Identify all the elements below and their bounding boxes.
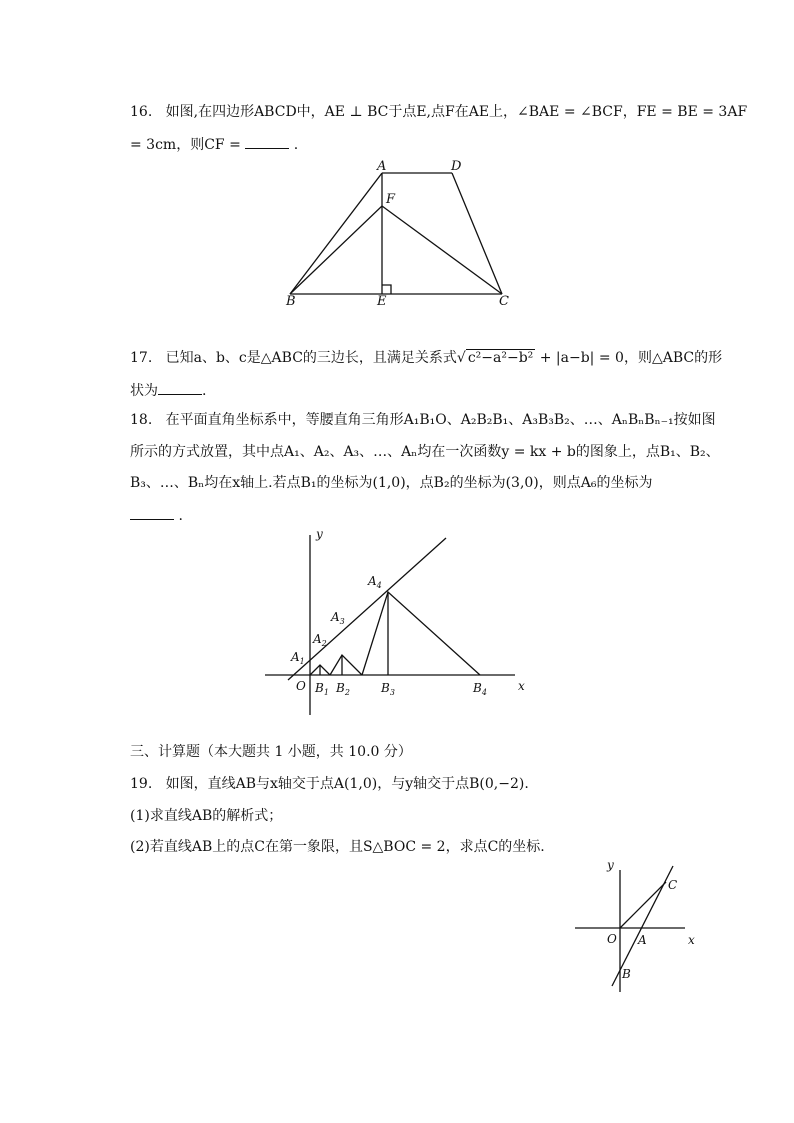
q18-text-4-end: . [178, 508, 183, 524]
q17-text-1-end: + |a−b| = 0，则△ABC的形 [539, 350, 723, 366]
q16-text-2-end: . [293, 137, 299, 153]
q18-line4 [130, 505, 183, 526]
q19-label-A: A [638, 933, 647, 947]
q17-number: 17. [130, 350, 153, 366]
q18-answer-blank[interactable] [130, 505, 174, 520]
q18-number: 18. [130, 412, 153, 428]
q17-text-1: 已知a、b、c是△ABC的三边长，且满足关系式 [165, 350, 457, 366]
q16-text-1: 如图,在四边形ABCD中，AE ⊥ BC于点E,点F在AE上，∠BAE = ∠BCF，FE = BE = 3AF [165, 104, 748, 120]
q18-label-B3: $B_3$ [381, 681, 395, 697]
q18-label-B4: $B_4$ [473, 681, 487, 697]
q18-line1 [130, 410, 716, 430]
q17-text-2: 状为 [130, 383, 158, 399]
q16-label-B: B [286, 294, 296, 309]
q19-number: 19. [130, 776, 153, 792]
q16-label-F: F [386, 192, 396, 207]
q16-text-2: = 3cm，则CF = [130, 137, 241, 153]
q19-text-3: (2)若直线AB上的点C在第一象限，且S△BOC = 2，求点C的坐标. [130, 839, 545, 855]
q19-line3 [130, 837, 545, 857]
q16-line2 [130, 134, 298, 155]
q16-number: 16. [130, 104, 153, 120]
q16-label-A: A [377, 159, 387, 174]
q17-text-2-end: . [202, 383, 207, 399]
q18-line2 [130, 442, 720, 462]
q18-label-y: y [316, 527, 323, 541]
q19-line1 [130, 774, 529, 794]
q16-label-E: E [377, 294, 387, 309]
q18-label-A3: $A_3$ [331, 610, 345, 626]
q18-text-2: 所示的方式放置，其中点A₁、A₂、A₃、…、Aₙ均在一次函数y = kx + b的图象上，点B₁、B₂、 [130, 444, 720, 460]
section-3-heading: 三、计算题（本大题共 1 小题，共 10.0 分） [130, 744, 412, 760]
q18-label-B1: $B_1$ [315, 681, 329, 697]
q19-label-O: O [607, 932, 617, 946]
q18-label-A2: $A_2$ [313, 632, 327, 648]
q18-label-A4: $A_4$ [368, 574, 382, 590]
q16-label-D: D [451, 159, 462, 174]
q18-label-B2: $B_2$ [336, 681, 350, 697]
q18-label-A1: $A_1$ [291, 650, 305, 666]
q19-label-x: x [688, 933, 695, 947]
q19-text-1: 如图，直线AB与x轴交于点A(1,0)，与y轴交于点B(0,−2). [165, 776, 529, 792]
q18-label-O: O [296, 679, 306, 693]
q16-answer-blank[interactable] [245, 134, 289, 149]
q18-text-3: B₃、…、Bₙ均在x轴上.若点B₁的坐标为(1,0)，点B₂的坐标为(3,0)，则点A₆的坐标为 [130, 475, 653, 491]
q18-line3 [130, 473, 653, 493]
q19-label-B: B [622, 967, 631, 981]
q16-label-C: C [499, 294, 509, 309]
q17-line1 [130, 348, 722, 368]
sqrt-sign-icon: √ [456, 350, 466, 366]
q17-answer-blank[interactable] [158, 380, 202, 395]
q18-text-1: 在平面直角坐标系中，等腰直角三角形A₁B₁O、A₂B₂B₁、A₃B₃B₂、…、AₙBₙBₙ₋₁按如图 [165, 412, 716, 428]
q17-line2 [130, 380, 206, 401]
q16-line1 [130, 102, 747, 122]
q18-label-x: x [518, 679, 525, 693]
q19-label-C: C [668, 878, 678, 892]
q19-label-y: y [607, 858, 614, 872]
q19-text-2: (1)求直线AB的解析式； [130, 808, 283, 824]
q19-line2 [130, 806, 282, 826]
q17-sqrt-content: c²−a²−b² [467, 350, 534, 366]
